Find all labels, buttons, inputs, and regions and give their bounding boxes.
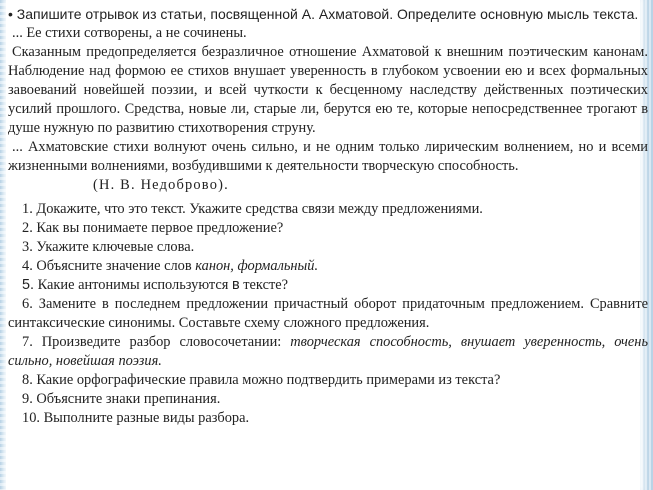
question-4 [8,257,648,276]
question-4-terms: канон, формальный. [195,258,319,274]
question-5-text-a: Какие антонимы используются [34,277,232,293]
question-5-text-b: в [232,277,240,293]
passage-paragraph-3: ... Ахматовские стихи волнуют очень сильно, и не одним только лирическим волнением, но и всеми жизненными волнениями, возбудившими к деятельности творческую способность. [8,139,648,174]
question-3: 3. Укажите ключевые слова. [22,239,195,255]
question-6: 6. Замените в последнем предложении причастный оборот придаточным предложением. Сравните синтаксические синонимы. Составьте схему сложного предложения. [8,296,648,331]
question-9: 9. Объясните знаки препинания. [22,391,221,407]
question-5 [8,276,648,295]
passage-paragraph-2: Сказанным предопределяется безразличное отношение Ахматовой к внешним поэтическим канонам. Наблюдение над формою ее стихов внушает уверенность в глубоком усвоении ею и всех формальных завоеваний новейшей поэзии, и всей чуткости к бесценному наследству действенных поэтических усилий прошлого. Средства, новые ли, старые ли, берутся ею те, которые непосредственнее трогают в душе нужную по развитию стихотворения струну. [8,44,648,136]
question-4-text: 4. Объясните значение слов [22,258,196,274]
passage-line-1: ... Ее стихи сотворены, а не сочинены. [12,25,247,41]
question-7-text: 7. Произведите разбор словосочетании: [22,334,291,350]
slide-content [8,5,648,428]
bullet-icon: • [8,6,13,22]
question-1: 1. Докажите, что это текст. Укажите средства связи между предложениями. [22,201,483,217]
passage-author: (Н. В. Недоброво). [93,177,229,193]
question-7 [8,333,648,371]
task-instruction [8,5,648,24]
question-5-text-c: тексте? [239,277,289,293]
task-text: Запишите отрывок из статьи, посвященной А. Ахматовой. Определите основную мысль текста. [16,6,639,22]
question-10: 10. Выполните разные виды разбора. [22,410,250,426]
question-5-number: 5. [22,277,35,293]
question-list [8,200,648,428]
slide-panel [6,0,648,490]
question-8: 8. Какие орфографические правила можно подтвердить примерами из текста? [22,372,501,388]
question-7-phrases: творческая способность, внушает уверенность, очень сильно, новейшая поэзия. [8,334,648,369]
question-2: 2. Как вы понимаете первое предложение? [22,220,284,236]
